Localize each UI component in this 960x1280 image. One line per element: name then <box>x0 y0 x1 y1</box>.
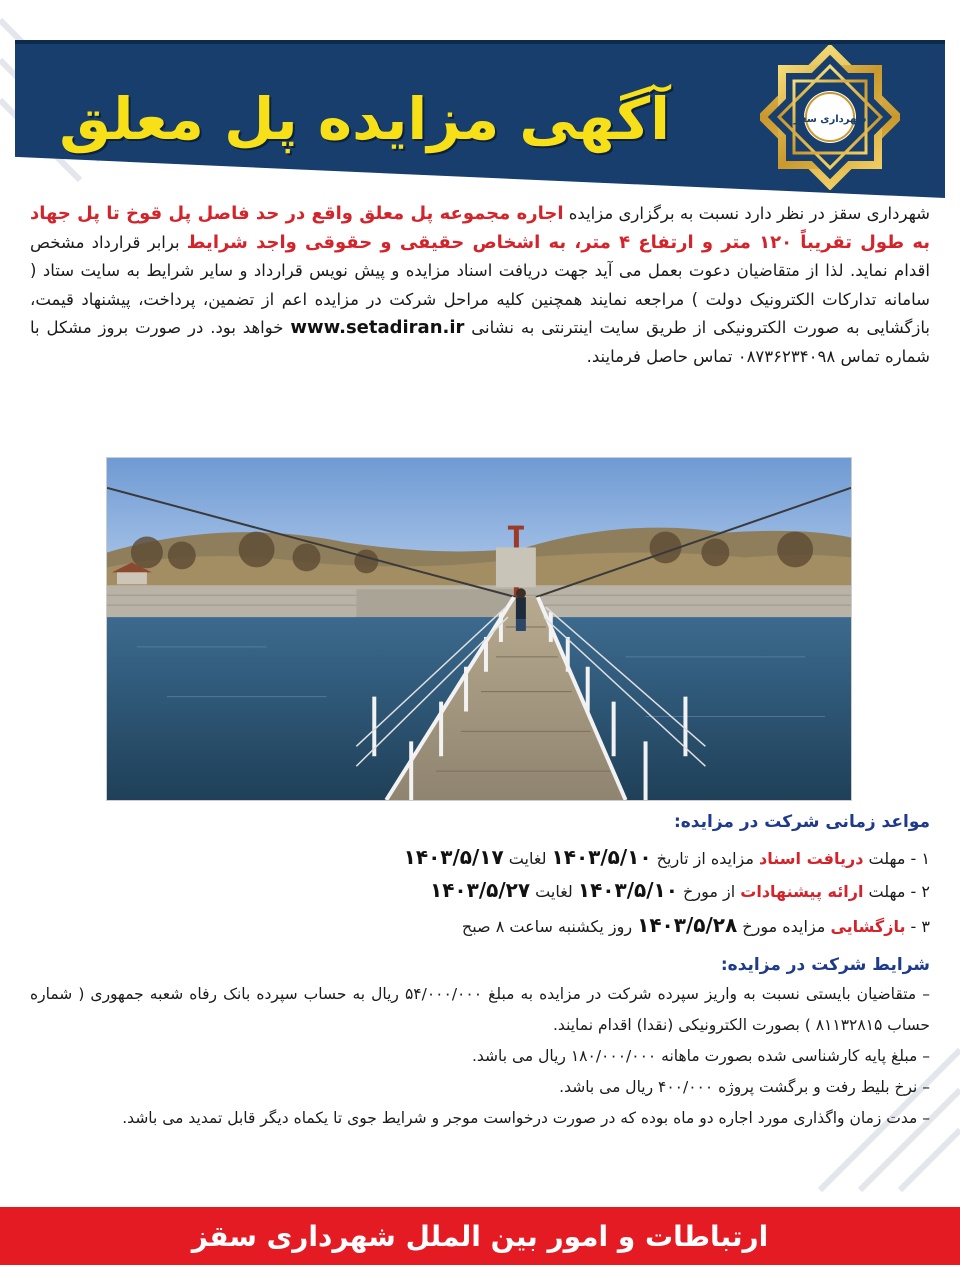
schedule-heading: مواعد زمانی شرکت در مزایده: <box>673 812 930 832</box>
intro-text-3: خواهد بود. در صورت بروز مشکل با شماره تماس ۰۸۷۳۶۲۳۴۰۹۸ تماس حاصل فرمایند. <box>30 318 930 366</box>
schedule-item-3-prefix: ۳ - <box>905 917 930 936</box>
schedule-item-3 <box>30 913 930 937</box>
condition-item-3: – نرخ بلیط رفت و برگشت پروژه ۴۰۰/۰۰۰ ریال می باشد. <box>559 1078 930 1096</box>
schedule-item-2-prefix: ۲ - مهلت <box>863 882 930 901</box>
schedule-item-1-start-date: ۱۴۰۳/۵/۱۰ <box>551 845 652 869</box>
schedule-item-2-start-date: ۱۴۰۳/۵/۱۰ <box>577 878 678 902</box>
page-title: آگهی مزایده پل معلق <box>59 85 670 153</box>
footer-bar <box>0 1207 960 1265</box>
schedule-item-3-mid: مزایده مورخ <box>737 917 831 936</box>
suspension-bridge-photo <box>106 457 852 801</box>
condition-item-1: – متقاضیان بایستی نسبت به واریز سپرده شرکت در مزایده به مبلغ ۵۴/۰۰۰/۰۰۰ ریال به حساب سپرده بانک رفاه شعبه جمهوری ( شماره حساب ۸۱۱۳۲۸۱۵ ) بصورت الکترونیکی (نقدا) اقدام نمایند. <box>30 985 930 1034</box>
schedule-item-1 <box>30 845 930 869</box>
conditions-section <box>30 955 930 1134</box>
intro-text-2: برابر قرارداد مشخص اقدام نماید. لذا از متقاضیان دعوت بعمل می آید جهت دریافت اسناد مزایده و پیش نویس قرارداد و سایر شرایط به سایت ستاد ( سامانه تدارکات الکترونیک دولت ) مراجعه نمایند همچنین کلیه مراحل شرکت در مزایده اعم از تضمین، پرداخت، پیشنهاد قیمت، بازگشایی به صورت الکترونیکی از طریق سایت اینترنتی به نشانی <box>30 232 930 337</box>
schedule-item-2 <box>30 878 930 902</box>
website-link[interactable]: www.setadiran.ir <box>290 317 465 338</box>
condition-item-4: – مدت زمان واگذاری مورد اجاره دو ماه بوده که در صورت درخواست موجر و شرایط جوی تا یکماه دیگر قابل تمدید می باشد. <box>122 1109 930 1127</box>
municipality-logo-icon <box>760 45 900 190</box>
conditions-heading: شرایط شرکت در مزایده: <box>720 955 930 975</box>
schedule-item-3-date: ۱۴۰۳/۵/۲۸ <box>637 913 738 937</box>
schedule-section <box>30 812 930 832</box>
schedule-item-3-mid2: روز یکشنبه ساعت ۸ صبح <box>461 917 638 936</box>
schedule-item-1-end-date: ۱۴۰۳/۵/۱۷ <box>403 845 504 869</box>
schedule-item-2-label: ارائه پیشنهادات <box>740 882 864 901</box>
schedule-item-1-prefix: ۱ - مهلت <box>863 849 930 868</box>
schedule-item-2-mid2: لغایت <box>530 882 578 901</box>
schedule-item-1-label: دریافت اسناد <box>759 849 864 868</box>
schedule-item-1-mid2: لغایت <box>503 849 552 868</box>
footer-text: ارتباطات و امور بین الملل شهرداری سقز <box>191 1219 769 1253</box>
schedule-item-2-mid: از مورخ <box>677 882 741 901</box>
schedule-item-2-end-date: ۱۴۰۳/۵/۲۷ <box>430 878 531 902</box>
schedule-item-1-mid: مزایده از تاریخ <box>651 849 760 868</box>
intro-highlight: اجاره مجموعه پل معلق واقع در حد فاصل پل قوخ تا پل جهاد به طول تقریباً ۱۲۰ متر و ارتفاع ۴ متر، به اشخاص حقیقی و حقوقی واجد شرایط <box>30 203 930 253</box>
condition-item-2: – مبلغ پایه کارشناسی شده بصورت ماهانه ۱۸۰/۰۰۰/۰۰۰ ریال می باشد. <box>471 1047 930 1065</box>
intro-paragraph <box>30 200 930 371</box>
schedule-item-3-label: بازگشایی <box>830 917 906 936</box>
logo-text: شهرداری سقز <box>793 114 867 125</box>
intro-text-1: شهرداری سقز در نظر دارد نسبت به برگزاری مزایده <box>563 204 931 223</box>
